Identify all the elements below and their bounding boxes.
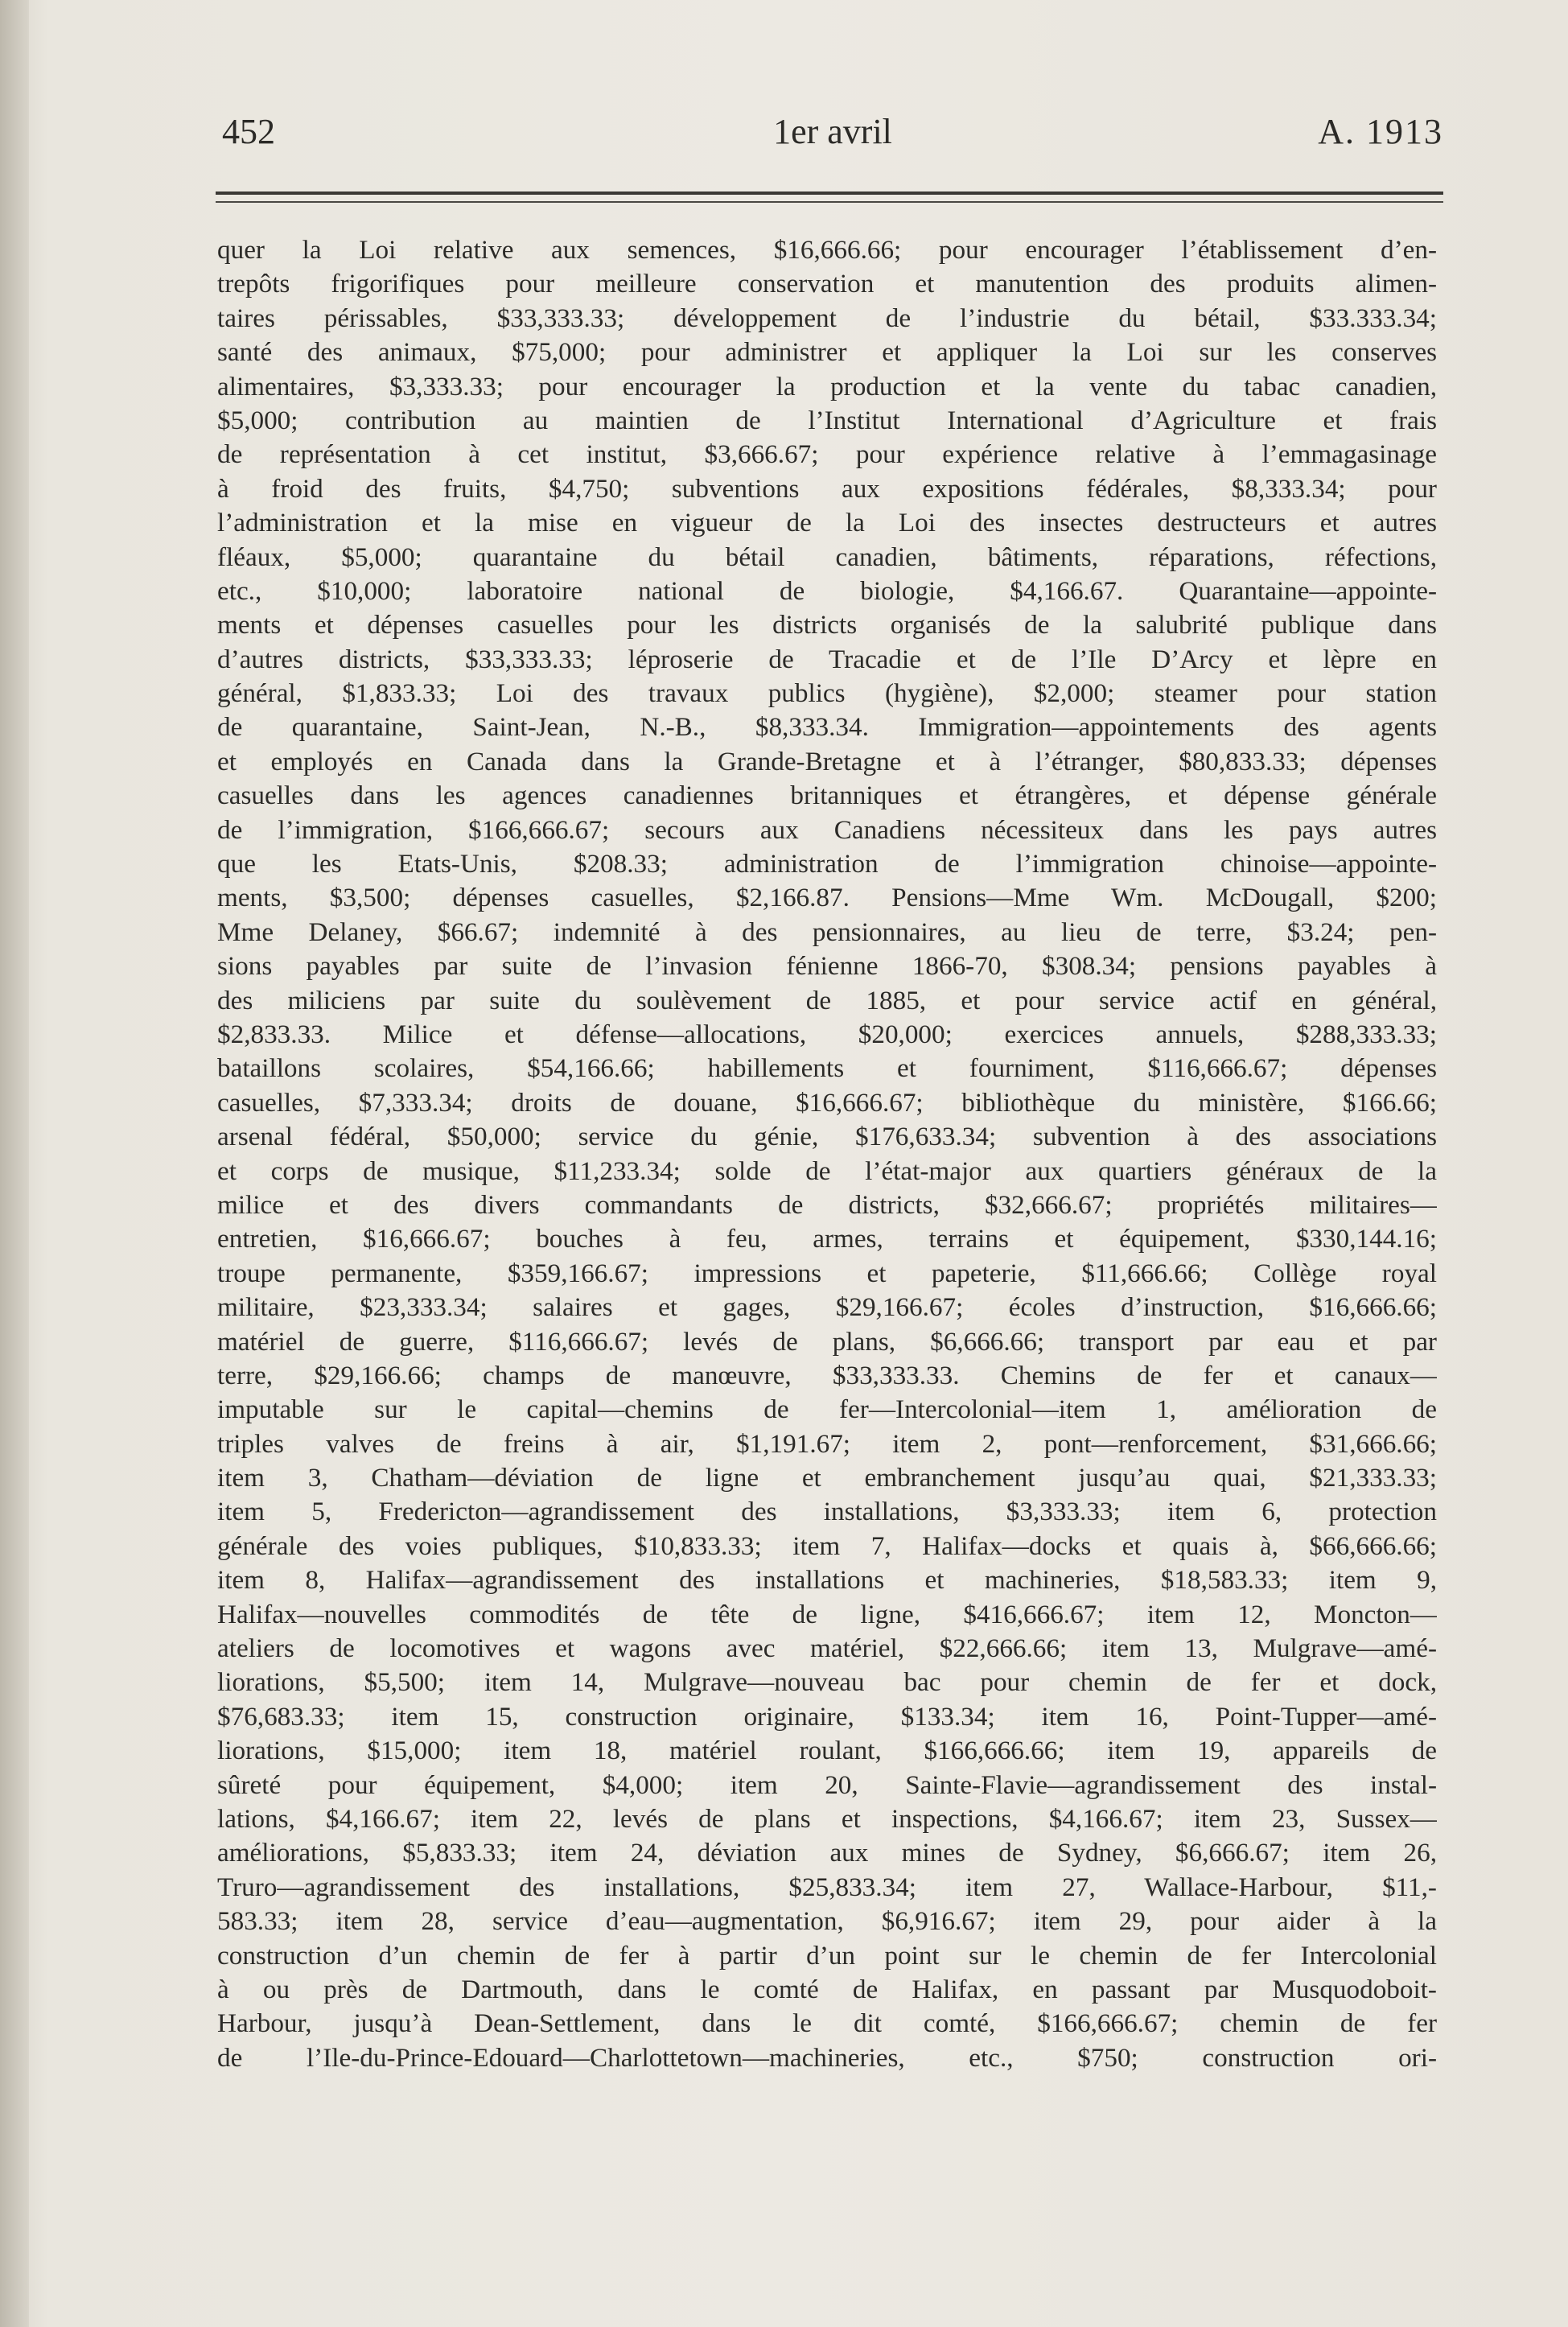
text-line: de quarantaine, Saint-Jean, N.-B., $8,333.34. Immigration—appointements des agents: [217, 712, 1437, 743]
header-rule-thin: [216, 201, 1443, 203]
text-line: $5,000; contribution au maintien de l’Institut International d’Agriculture et frais: [217, 405, 1437, 435]
running-year: A. 1913: [1318, 112, 1443, 151]
text-line: que les Etats-Unis, $208.33; administration de l’immigration chinoise—appointe-: [217, 849, 1437, 879]
text-line: et employés en Canada dans la Grande-Bretagne et à l’étranger, $80,833.33; dépenses: [217, 746, 1437, 776]
text-line: Truro—agrandissement des installations, $25,833.34; item 27, Wallace-Harbour, $11,-: [217, 1872, 1437, 1902]
text-line: Halifax—nouvelles commodités de tête de ligne, $416,666.67; item 12, Moncton—: [217, 1599, 1437, 1629]
text-line: terre, $29,166.66; champs de manœuvre, $33,333.33. Chemins de fer et canaux—: [217, 1360, 1437, 1390]
text-line: bataillons scolaires, $54,166.66; habillements et fourniment, $116,666.67; dépenses: [217, 1053, 1437, 1084]
text-line: $76,683.33; item 15, construction originaire, $133.34; item 16, Point-Tupper—amé-: [217, 1701, 1437, 1732]
text-line: à froid des fruits, $4,750; subventions aux expositions fédérales, $8,333.34; pour: [217, 473, 1437, 504]
text-line: l’administration et la mise en vigueur de la Loi des insectes destructeurs et autres: [217, 508, 1437, 538]
text-line: casuelles dans les agences canadiennes britanniques et étrangères, et dépense générale: [217, 780, 1437, 811]
text-line: fléaux, $5,000; quarantaine du bétail canadien, bâtiments, réparations, réfections,: [217, 542, 1437, 572]
text-line: imputable sur le capital—chemins de fer—Intercolonial—item 1, amélioration de: [217, 1394, 1437, 1425]
binding-gutter: [0, 0, 29, 2327]
text-line: ments et dépenses casuelles pour les districts organisés de la salubrité publique dans: [217, 610, 1437, 640]
text-line: de l’immigration, $166,666.67; secours aux Canadiens nécessiteux dans les pays autres: [217, 814, 1437, 845]
text-line: améliorations, $5,833.33; item 24, déviation aux mines de Sydney, $6,666.67; item 26,: [217, 1838, 1437, 1868]
text-line: militaire, $23,333.34; salaires et gages, $29,166.67; écoles d’instruction, $16,666.66;: [217, 1292, 1437, 1323]
text-line: milice et des divers commandants de districts, $32,666.67; propriétés militaires—: [217, 1189, 1437, 1220]
text-line: liorations, $5,500; item 14, Mulgrave—nouveau bac pour chemin de fer et dock,: [217, 1667, 1437, 1698]
text-line: de représentation à cet institut, $3,666.67; pour expérience relative à l’emmagasinage: [217, 439, 1437, 470]
text-line: $2,833.33. Milice et défense—allocations, $20,000; exercices annuels, $288,333.33;: [217, 1019, 1437, 1049]
text-line: général, $1,833.33; Loi des travaux publics (hygiène), $2,000; steamer pour station: [217, 678, 1437, 709]
text-line: à ou près de Dartmouth, dans le comté de Halifax, en passant par Musquodoboit-: [217, 1974, 1437, 2004]
text-line: lations, $4,166.67; item 22, levés de plans et inspections, $4,166.67; item 23, Sussex—: [217, 1803, 1437, 1834]
text-line: Harbour, jusqu’à Dean-Settlement, dans le dit comté, $166,666.67; chemin de fer: [217, 2008, 1437, 2039]
text-line: quer la Loi relative aux semences, $16,666.66; pour encourager l’établissement d’en-: [217, 235, 1437, 265]
header-rule-thick: [216, 192, 1443, 195]
text-line: ments, $3,500; dépenses casuelles, $2,166.87. Pensions—Mme Wm. McDougall, $200;: [217, 883, 1437, 913]
text-line: ateliers de locomotives et wagons avec matériel, $22,666.66; item 13, Mulgrave—amé-: [217, 1633, 1437, 1664]
text-line: alimentaires, $3,333.33; pour encourager la production et la vente du tabac canadien,: [217, 371, 1437, 402]
text-line: liorations, $15,000; item 18, matériel roulant, $166,666.66; item 19, appareils de: [217, 1736, 1437, 1766]
text-line: casuelles, $7,333.34; droits de douane, $16,666.67; bibliothèque du ministère, $166.66;: [217, 1087, 1437, 1118]
text-line: item 5, Fredericton—agrandissement des installations, $3,333.33; item 6, protection: [217, 1497, 1437, 1527]
text-line: trepôts frigorifiques pour meilleure conservation et manutention des produits alimen-: [217, 269, 1437, 299]
page-number: 452: [222, 112, 275, 151]
running-date: 1er avril: [773, 112, 892, 151]
body-text: [217, 233, 1437, 2075]
running-header: [222, 111, 1443, 159]
text-line: 583.33; item 28, service d’eau—augmentation, $6,916.67; item 29, pour aider à la: [217, 1906, 1437, 1937]
text-line: et corps de musique, $11,233.34; solde de l’état-major aux quartiers généraux de la: [217, 1155, 1437, 1186]
text-line: de l’Ile-du-Prince-Edouard—Charlottetown—machineries, etc., $750; construction ori-: [217, 2042, 1437, 2073]
text-line: générale des voies publiques, $10,833.33; item 7, Halifax—docks et quais à, $66,666.66;: [217, 1530, 1437, 1561]
text-line: item 3, Chatham—déviation de ligne et embranchement jusqu’au quai, $21,333.33;: [217, 1463, 1437, 1493]
text-line: d’autres districts, $33,333.33; léproserie de Tracadie et de l’Ile D’Arcy et lèpre en: [217, 644, 1437, 674]
text-line: santé des animaux, $75,000; pour administrer et appliquer la Loi sur les conserves: [217, 337, 1437, 368]
text-line: construction d’un chemin de fer à partir d’un point sur le chemin de fer Intercolonial: [217, 1940, 1437, 1971]
text-line: taires périssables, $33,333.33; développement de l’industrie du bétail, $33.333.34;: [217, 303, 1437, 333]
text-line: triples valves de freins à air, $1,191.67; item 2, pont—renforcement, $31,666.66;: [217, 1428, 1437, 1459]
text-line: etc., $10,000; laboratoire national de biologie, $4,166.67. Quarantaine—appointe-: [217, 575, 1437, 606]
text-line: des miliciens par suite du soulèvement de 1885, et pour service actif en général,: [217, 985, 1437, 1015]
text-line: arsenal fédéral, $50,000; service du génie, $176,633.34; subvention à des associations: [217, 1122, 1437, 1152]
text-line: troupe permanente, $359,166.67; impressions et papeterie, $11,666.66; Collège royal: [217, 1258, 1437, 1288]
text-line: item 8, Halifax—agrandissement des installations et machineries, $18,583.33; item 9,: [217, 1565, 1437, 1596]
text-line: Mme Delaney, $66.67; indemnité à des pensionnaires, au lieu de terre, $3.24; pen-: [217, 916, 1437, 947]
text-line: sions payables par suite de l’invasion fénienne 1866-70, $308.34; pensions payables à: [217, 951, 1437, 982]
text-line: sûreté pour équipement, $4,000; item 20, Sainte-Flavie—agrandissement des instal-: [217, 1769, 1437, 1800]
text-line: entretien, $16,666.67; bouches à feu, armes, terrains et équipement, $330,144.16;: [217, 1224, 1437, 1254]
text-line: matériel de guerre, $116,666.67; levés de plans, $6,666.66; transport par eau et par: [217, 1326, 1437, 1357]
